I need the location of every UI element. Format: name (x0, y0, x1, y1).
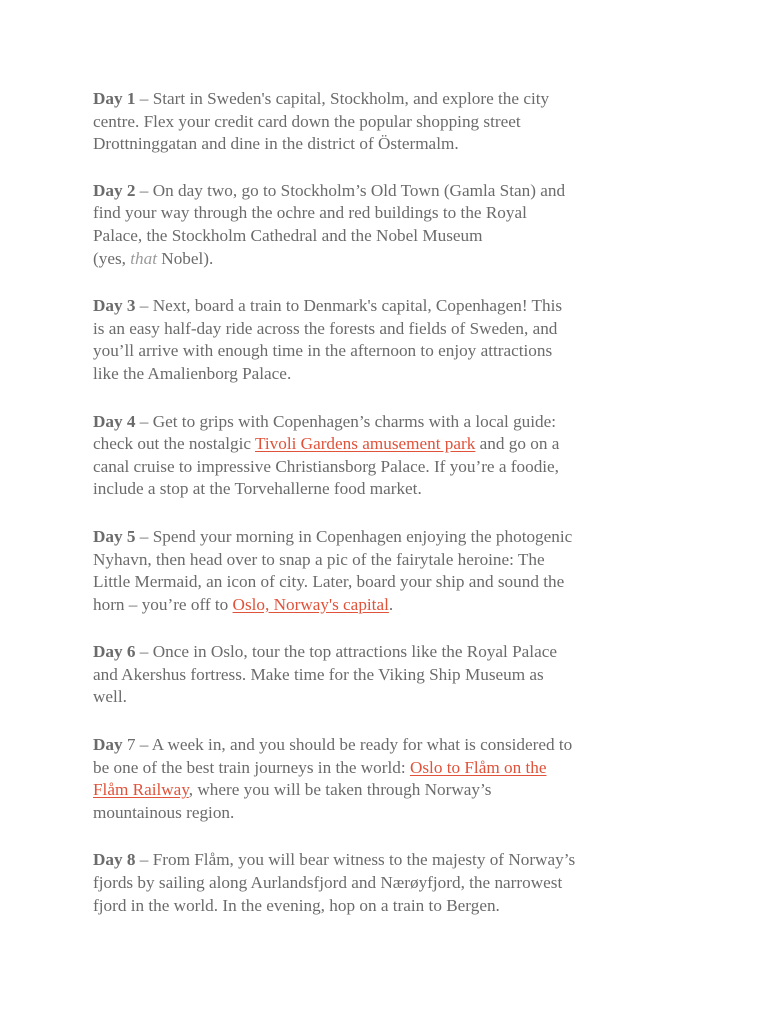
day-2-italic-that: that (130, 248, 157, 268)
day-7-text-line-2a: be one of the best train journeys in the world: (93, 757, 410, 777)
day-7-text-line-3b: , where you will be taken through Norway’s (188, 780, 492, 800)
day-1-text-line-3: Drottninggatan and dine in the district of Östermalm. (93, 134, 459, 154)
tivoli-gardens-link[interactable]: Tivoli Gardens amusement park (254, 434, 476, 454)
day-4-text-line-2b: and go on a (475, 434, 560, 454)
day-4-label: Day 4 (93, 411, 136, 431)
day-5-text-line-4a: horn – you’re off to (93, 594, 233, 614)
day-5-text-line-3: Little Mermaid, an icon of city. Later, board your ship and sound the (93, 572, 565, 592)
day-2-label: Day 2 (93, 180, 136, 200)
oslo-to-flam-link[interactable]: Oslo to Flåm on the (409, 757, 547, 777)
day-3-text-line-2: is an easy half-day ride across the forests and fields of Sweden, and (93, 318, 558, 338)
day-1-label: Day 1 (93, 89, 136, 108)
day-6-text-line-1: – Once in Oslo, tour the top attractions like the Royal Palace (135, 642, 557, 662)
day-2-paragraph (93, 180, 683, 270)
day-3-text-line-4: like the Amalienborg Palace. (93, 363, 292, 383)
day-2-text-line-4b: Nobel). (156, 248, 214, 268)
day-2-text-line-2: find your way through the ochre and red buildings to the Royal (93, 203, 527, 223)
day-6-text-line-2: and Akershus fortress. Make time for the Viking Ship Museum as (93, 664, 544, 684)
oslo-capital-link[interactable]: Oslo, Norway's capital (232, 594, 389, 614)
day-8-paragraph (93, 849, 683, 917)
day-3-paragraph (93, 295, 683, 385)
day-4-paragraph (93, 411, 683, 501)
day-1-text-line-1: – Start in Sweden's capital, Stockholm, and explore the city (135, 89, 550, 108)
day-7-paragraph (93, 734, 683, 824)
day-5-text-line-1: – Spend your morning in Copenhagen enjoying the photogenic (135, 526, 573, 546)
day-2-text-line-1: – On day two, go to Stockholm’s Old Town (Gamla Stan) and (135, 180, 566, 200)
itinerary-document (93, 88, 683, 942)
day-4-text-line-1: – Get to grips with Copenhagen’s charms with a local guide: (135, 411, 557, 431)
day-4-text-line-3: canal cruise to impressive Christiansborg Palace. If you’re a foodie, (93, 456, 559, 476)
day-5-text-line-4b: . (388, 594, 394, 614)
day-7-label: Day (93, 735, 123, 755)
day-4-text-line-4: include a stop at the Torvehallerne food market. (93, 479, 422, 499)
flam-railway-link[interactable]: Flåm Railway (93, 780, 189, 800)
day-6-text-line-3: well. (93, 687, 127, 707)
day-8-label: Day 8 (93, 850, 136, 870)
day-1-paragraph (93, 88, 683, 156)
day-6-label: Day 6 (93, 642, 136, 662)
day-8-text-line-2: fjords by sailing along Aurlandsfjord and Nærøyfjord, the narrowest (93, 873, 563, 893)
day-5-text-line-2: Nyhavn, then head over to snap a pic of the fairytale heroine: The (93, 549, 545, 569)
day-8-text-line-3: fjord in the world. In the evening, hop on a train to Bergen. (93, 895, 500, 915)
day-5-paragraph (93, 526, 683, 616)
day-3-label: Day 3 (93, 296, 136, 316)
day-6-paragraph (93, 641, 683, 709)
day-3-text-line-3: you’ll arrive with enough time in the afternoon to enjoy attractions (93, 341, 553, 361)
day-5-label: Day 5 (93, 526, 136, 546)
day-7-text-line-1: 7 – A week in, and you should be ready for what is considered to (122, 735, 573, 755)
day-2-text-line-4a: (yes, (93, 248, 131, 268)
day-8-text-line-1: – From Flåm, you will bear witness to the majesty of Norway’s (135, 850, 576, 870)
day-3-text-line-1: – Next, board a train to Denmark's capital, Copenhagen! This (135, 296, 563, 316)
day-1-text-line-2: centre. Flex your credit card down the popular shopping street (93, 111, 521, 131)
day-2-text-line-3: Palace, the Stockholm Cathedral and the Nobel Museum (93, 225, 483, 245)
day-7-text-line-4: mountainous region. (93, 802, 235, 822)
day-4-text-line-2a: check out the nostalgic (93, 434, 255, 454)
